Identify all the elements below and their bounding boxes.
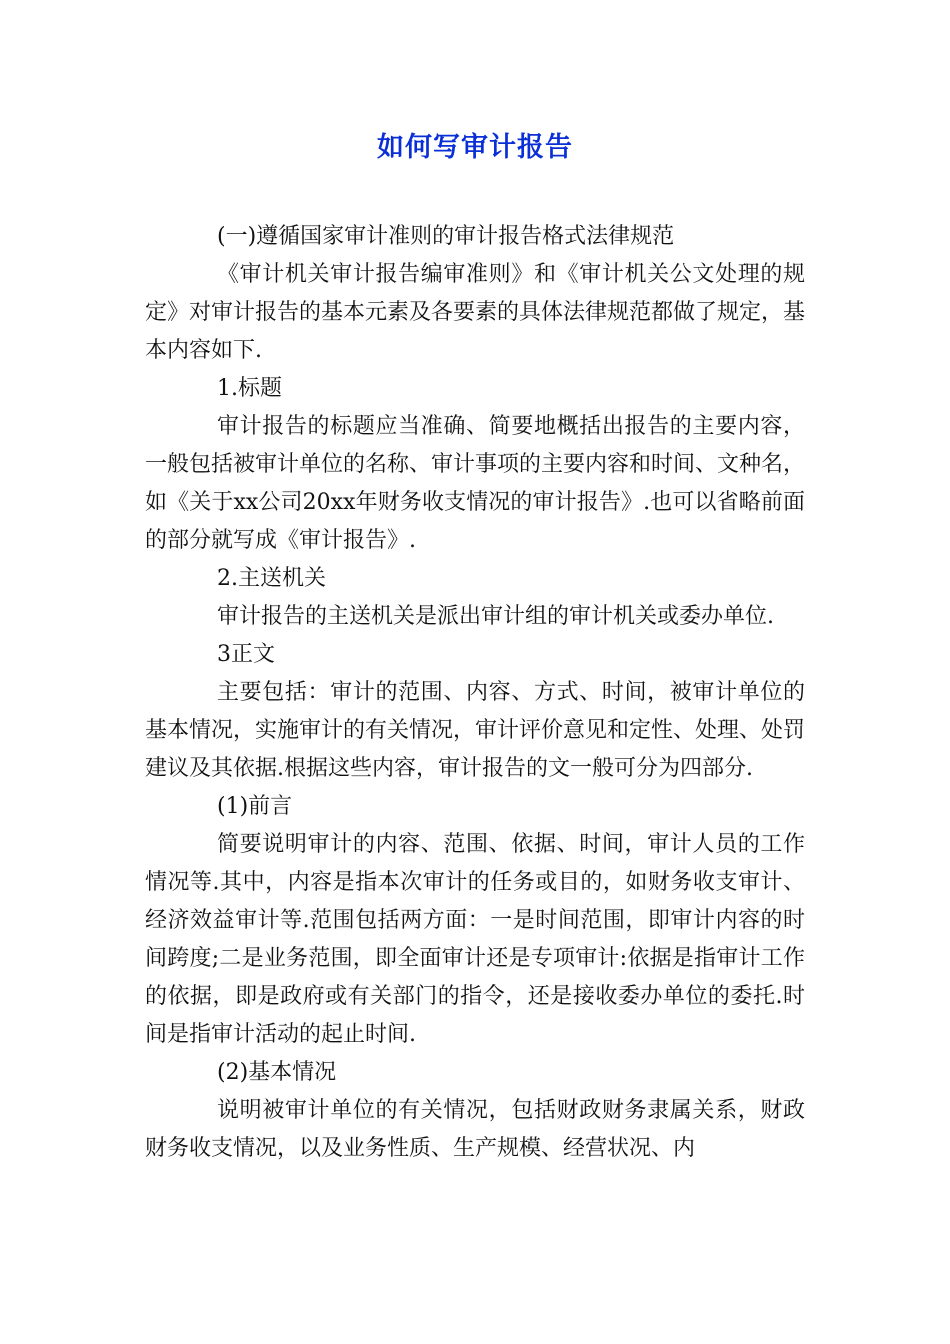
paragraph: 说明被审计单位的有关情况，包括财政财务隶属关系，财政财务收支情况，以及业务性质、生产规模、经营状况、内 [145, 1098, 805, 1161]
document-title: 如何写审计报告 [377, 132, 573, 163]
document-body [145, 218, 805, 1168]
subsection-heading-basic-info: (2)基本情况 [217, 1060, 337, 1085]
paragraph: 主要包括：审计的范围、内容、方式、时间，被审计单位的基本情况，实施审计的有关情况，审计评价意见和定性、处理、处罚建议及其依据.根据这些内容，审计报告的文一般可分为四部分. [145, 680, 806, 781]
paragraph: 审计报告的主送机关是派出审计组的审计机关或委办单位. [217, 604, 774, 629]
section-heading-title: 1.标题 [217, 376, 282, 401]
paragraph: 审计报告的标题应当准确、简要地概括出报告的主要内容，一般包括被审计单位的名称、审计事项的主要内容和时间、文种名，如《关于xx公司20xx年财务收支情况的审计报告》.也可以省略前面的部分就写成《审计报告》. [145, 414, 806, 553]
paragraph: 简要说明审计的内容、范围、依据、时间，审计人员的工作情况等.其中，内容是指本次审计的任务或目的，如财务收支审计、经济效益审计等.范围包括两方面：一是时间范围，即审计内容的时间跨度;二是业务范围，即全面审计还是专项审计:依据是指审计工作的依据，即是政府或有关部门的指令，还是接收委办单位的委托.时间是指审计活动的起止时间. [145, 832, 805, 1047]
section-heading-body: 3正文 [217, 642, 275, 667]
section-heading-recipient: 2.主送机关 [217, 566, 326, 591]
subsection-heading-preface: (1)前言 [217, 794, 293, 819]
paragraph: 《审计机关审计报告编审准则》和《审计机关公文处理的规定》对审计报告的基本元素及各要素的具体法律规范都做了规定，基本内容如下. [145, 262, 806, 363]
paragraph-heading-1: (一)遵循国家审计准则的审计报告格式法律规范 [217, 224, 675, 249]
